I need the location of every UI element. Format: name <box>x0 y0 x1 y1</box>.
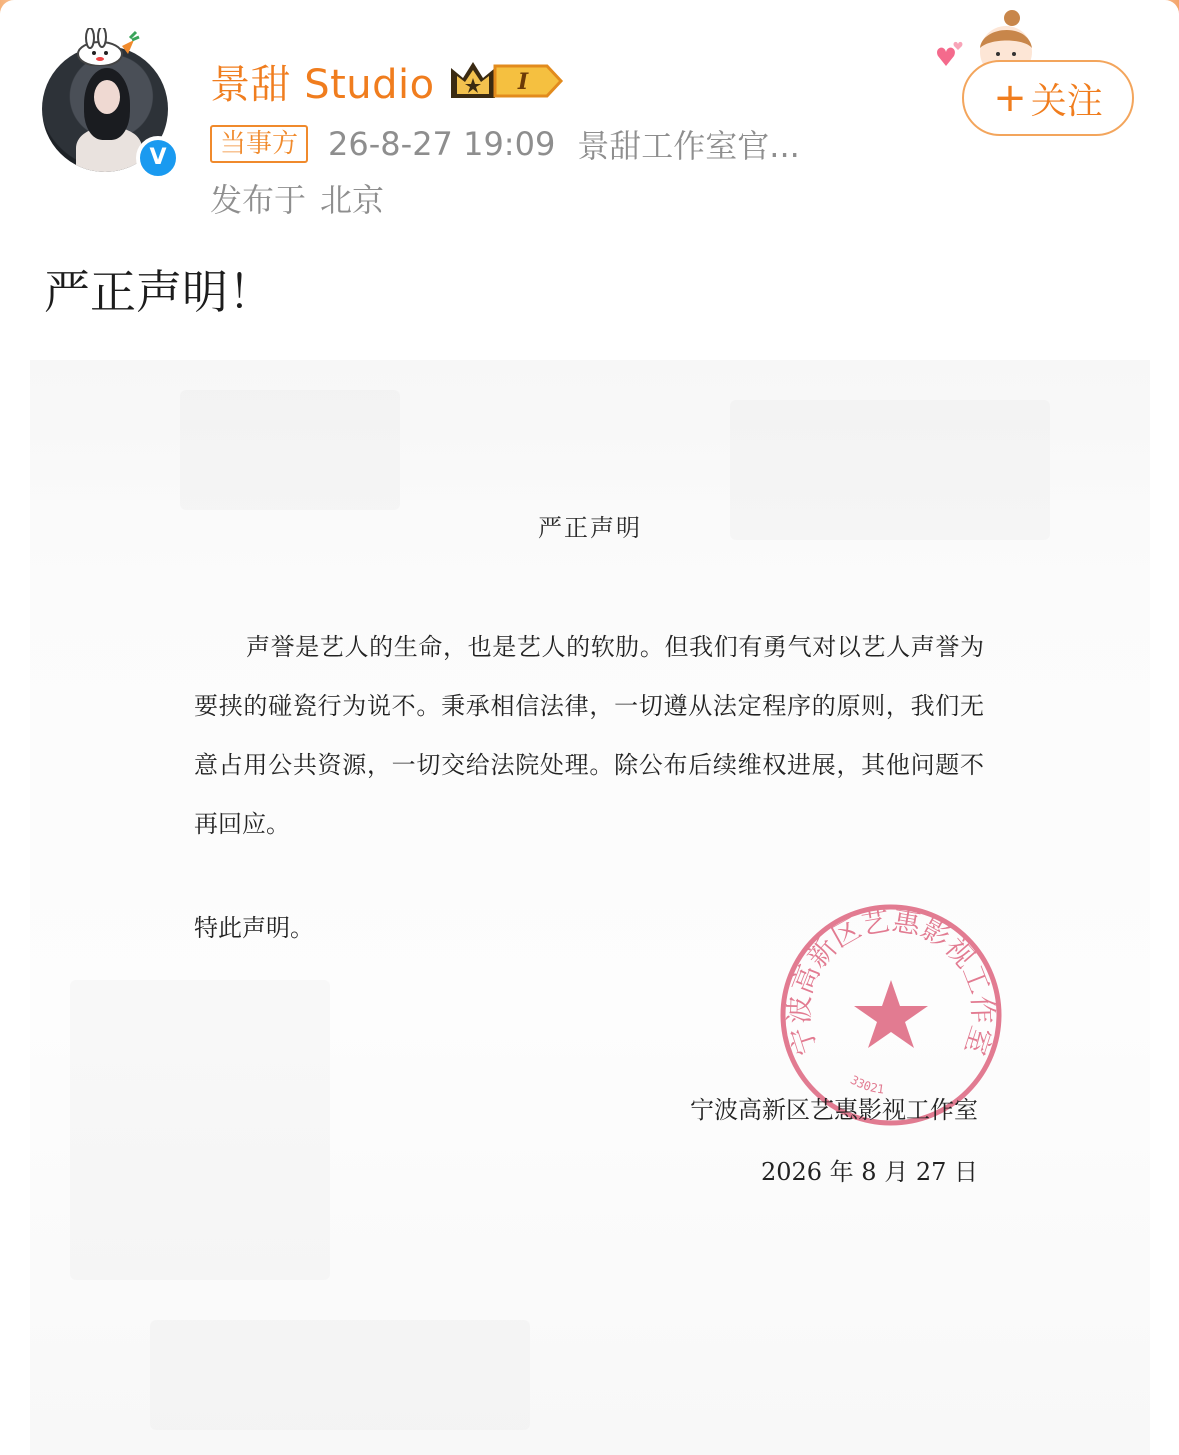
follow-button[interactable] <box>962 60 1134 136</box>
document-closing: 特此声明。 <box>194 914 314 942</box>
user-name-row <box>210 56 565 106</box>
document-date: 2026 年 8 月 27 日 <box>760 1158 978 1186</box>
verified-icon: V <box>136 136 180 180</box>
post-meta-row <box>210 124 800 164</box>
follow-label: 关注 <box>1030 80 1103 122</box>
post-location-row <box>210 176 384 220</box>
rabbit-icon <box>70 28 140 66</box>
badge-level-text: I <box>517 69 528 95</box>
star-icon <box>854 980 928 1048</box>
document-title: 严正声明 <box>538 514 642 542</box>
crown-icon[interactable] <box>447 58 565 104</box>
user-avatar[interactable] <box>40 30 180 175</box>
plus-icon: + <box>993 75 1027 121</box>
post-image-statement[interactable] <box>30 360 1150 1455</box>
post-source[interactable]: 景甜工作室官... <box>577 127 800 165</box>
document-signatory: 宁波高新区艺惠影视工作室 <box>690 1096 978 1124</box>
party-tag: 当事方 <box>210 125 308 163</box>
document-body: 声誉是艺人的生命，也是艺人的软肋。但我们有勇气对以艺人声誉为要挟的碰瓷行为说不。秉承相信法律，一切遵从法定程序的原则，我们无意占用公共资源，一切交给法院处理。除公布后续维权进展，其他问题不再回应。 <box>194 633 984 838</box>
svg-text:33021: 33021 <box>848 1072 886 1097</box>
post-time: 26-8-27 19:09 <box>328 125 556 163</box>
user-name[interactable]: 景甜 Studio <box>210 61 435 108</box>
location-label: 发布于 <box>210 181 307 219</box>
svg-text:宁波高新区艺惠影视工作室: 宁波高新区艺惠影视工作室 <box>782 903 1000 1060</box>
post-location: 北京 <box>320 181 385 219</box>
post-text[interactable]: 严正声明！ <box>44 265 274 319</box>
